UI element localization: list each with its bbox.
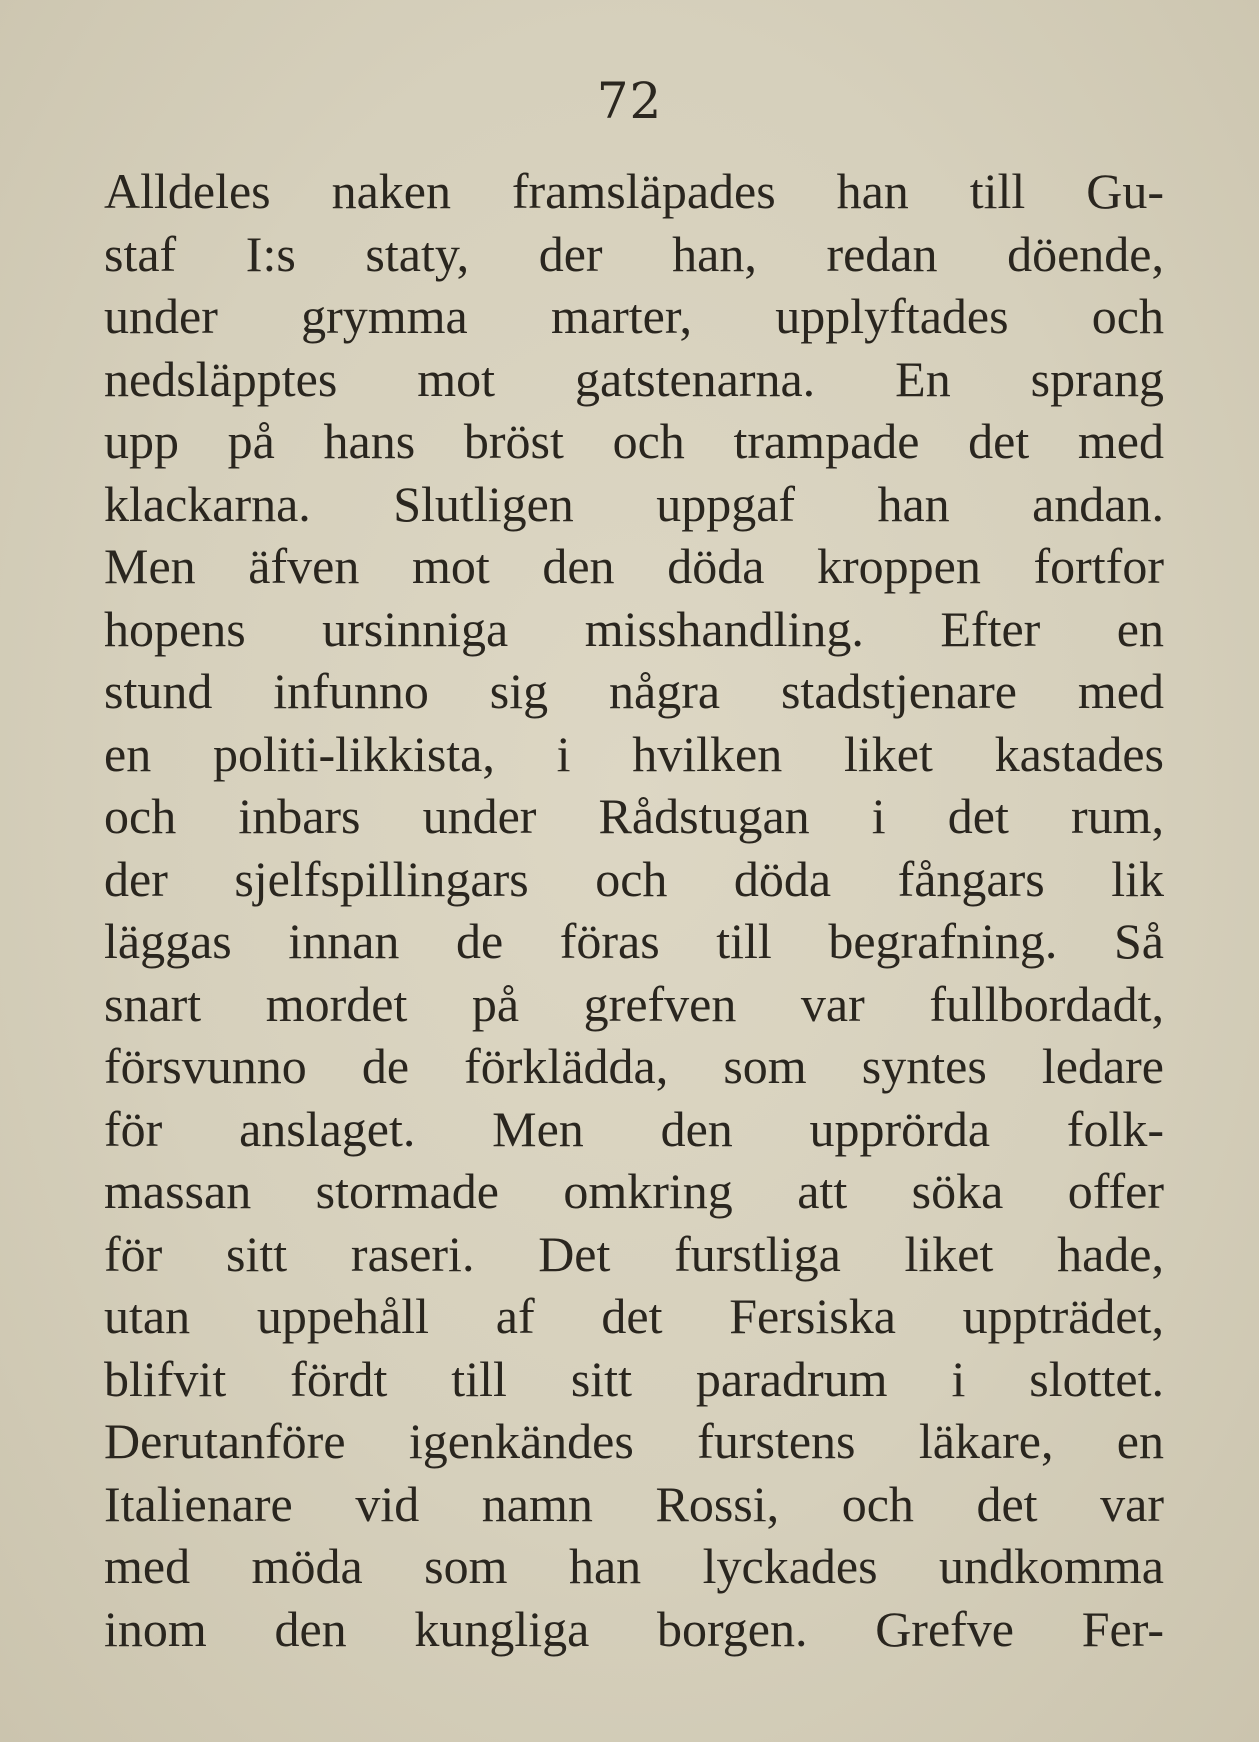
text-line: utan uppehåll af det Fersiska uppträdet, [104,1288,1164,1344]
text-line: under grymma marter, upplyftades och [104,288,1164,344]
text-line: Italienare vid namn Rossi, och det var [104,1475,1164,1532]
text-line: hopens ursinniga misshandling. Efter en [104,600,1164,657]
text-line: blifvit fördt till sitt paradrum i slottet. [104,1350,1164,1407]
text-line: med möda som han lyckades undkomma [104,1538,1164,1594]
body-text [104,160,1164,1660]
text-line: läggas innan de föras till begrafning. Så [104,913,1164,969]
text-line: för anslaget. Men den upprörda folk- [104,1100,1164,1157]
text-line: för sitt raseri. Det furstliga liket hade, [104,1225,1164,1282]
text-line: inom den kungliga borgen. Grefve Fer- [104,1600,1164,1657]
page-number: 72 [596,72,663,130]
text-line: klackarna. Slutligen uppgaf han andan. [104,475,1164,532]
text-line: staf I:s staty, der han, redan döende, [104,225,1164,282]
text-line: och inbars under Rådstugan i det rum, [104,788,1164,844]
text-line: nedsläpptes mot gatstenarna. En sprang [104,350,1164,407]
text-line: upp på hans bröst och trampade det med [104,413,1164,469]
text-line: Alldeles naken framsläpades han till Gu- [104,163,1164,219]
text-line: massan stormade omkring att söka offer [104,1163,1164,1219]
text-line: der sjelfspillingars och döda fångars lik [104,850,1164,907]
text-line: snart mordet på grefven var fullbordadt, [104,975,1164,1032]
text-line: Derutanföre igenkändes furstens läkare, en [104,1413,1164,1469]
text-line: Men äfven mot den döda kroppen fortfor [104,538,1164,594]
text-line: en politi-likkista, i hvilken liket kastades [104,725,1164,782]
text-line: försvunno de förklädda, som syntes ledare [104,1038,1164,1094]
text-line: stund infunno sig några stadstjenare med [104,663,1164,719]
